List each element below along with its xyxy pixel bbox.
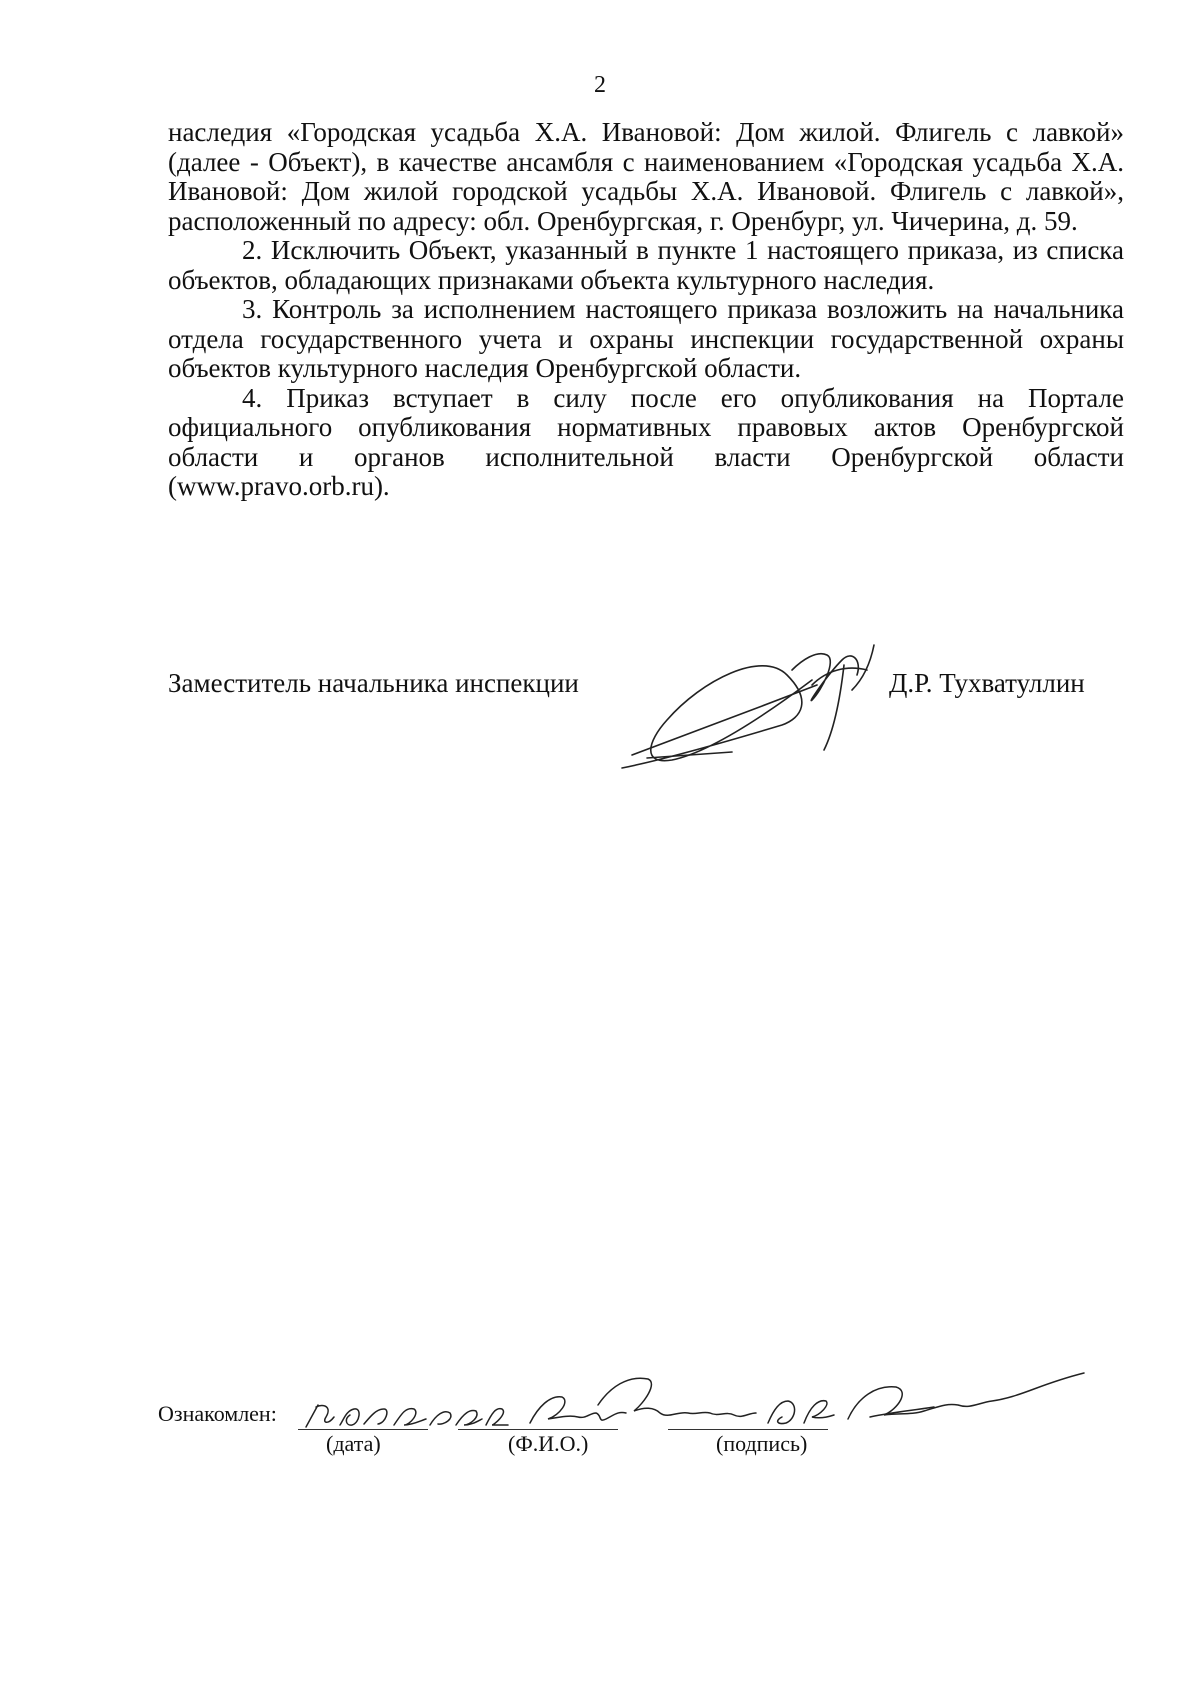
signature-caption: (подпись) (716, 1431, 808, 1456)
acknowledgement-label: Ознакомлен: (158, 1401, 277, 1426)
handwritten-signature (612, 630, 892, 780)
name-caption: (Ф.И.О.) (508, 1431, 589, 1456)
paragraph-continuation: наследия «Городская усадьба Х.А. Ивановой: Дом жилой. Флигель с лавкой» (далее - Объект), в качестве ансамбля с наименованием «Городская усадьба Х.А. Ивановой: Дом жилой городской усадьбы Х.А. Ивановой. Флигель с лавкой», расположенный по адресу: обл. Оренбургская, г. Оренбург, ул. Чичерина, д. 59. (168, 117, 1124, 236)
date-line (298, 1429, 428, 1430)
acknowledgement-block (158, 1385, 958, 1485)
name-line (458, 1429, 618, 1430)
paragraph-item-4: 4. Приказ вступает в силу после его опубликования на Портале официального опубликования нормативных правовых актов Оренбургской области и органов исполнительной власти Оренбургской области (www.pravo.orb.ru). (168, 382, 1124, 501)
order-body (168, 118, 1124, 502)
signature-line (668, 1429, 828, 1430)
handwritten-acknowledgement (298, 1367, 1088, 1437)
page-number: 2 (594, 72, 606, 98)
signatory-name: Д.Р. Тухватуллин (889, 668, 1085, 698)
paragraph-item-3: 3. Контроль за исполнением настоящего приказа возложить на начальника отдела государственного учета и охраны инспекции государственной охраны объектов культурного наследия Оренбургской области. (168, 294, 1124, 383)
date-caption: (дата) (326, 1431, 381, 1456)
paragraph-item-2: 2. Исключить Объект, указанный в пункте 1 настоящего приказа, из списка объектов, обладающих признаками объекта культурного наследия. (168, 235, 1124, 295)
signatory-title: Заместитель начальника инспекции (168, 668, 579, 698)
